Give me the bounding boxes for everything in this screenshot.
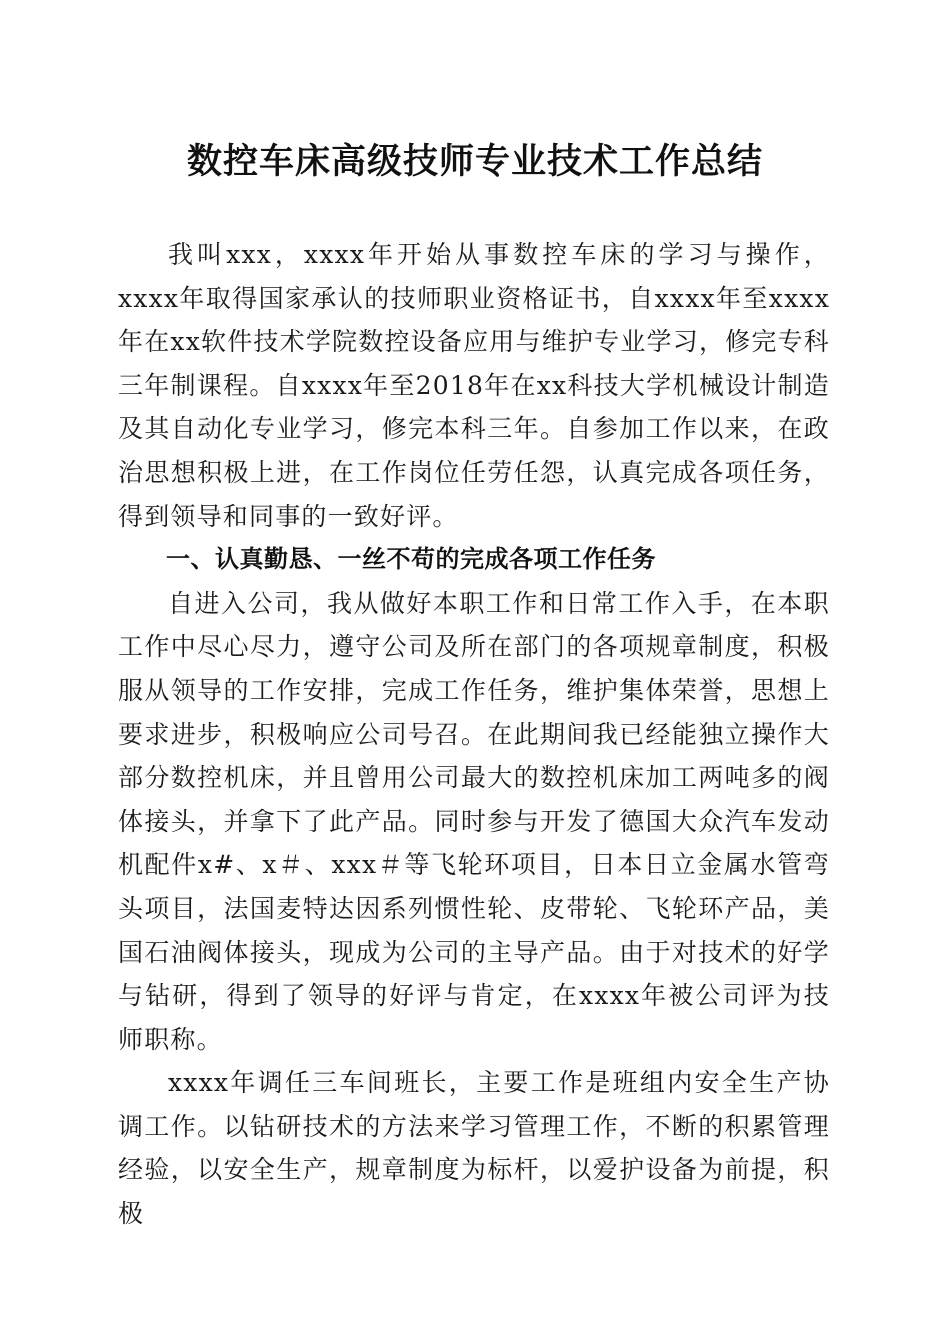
intro-paragraph: 我叫xxx，xxxx年开始从事数控车床的学习与操作，xxxx年取得国家承认的技师职业资格证书，自xxxx年至xxxx年在xx软件技术学院数控设备应用与维护专业学习，修完专科三年制课程。自xxxx年至2018年在xx科技大学机械设计制造及其自动化专业学习，修完本科三年。自参加工作以来，在政治思想积极上进，在工作岗位任劳任怨，认真完成各项任务，得到领导和同事的一致好评。 (118, 240, 830, 531)
section-paragraph: 自进入公司，我从做好本职工作和日常工作入手，在本职工作中尽心尽力，遵守公司及所在部门的各项规章制度，积极服从领导的工作安排，完成工作任务，维护集体荣誉，思想上要求进步，积极响应公司号召。在此期间我已经能独立操作大部分数控机床，并且曾用公司最大的数控机床加工两吨多的阀体接头，并拿下了此产品。同时参与开发了德国大众汽车发动机配件x#、x＃、xxx＃等飞轮环项目，日本日立金属水管弯头项目，法国麦特达因系列惯性轮、皮带轮、飞轮环产品，美国石油阀体接头，现成为公司的主导产品。由于对技术的好学与钻研，得到了领导的好评与肯定，在xxxx年被公司评为技师职称。 (118, 588, 830, 1054)
continuation-paragraph: xxxx年调任三车间班长，主要工作是班组内安全生产协调工作。以钻研技术的方法来学习管理工作，不断的积累管理经验，以安全生产，规章制度为标杆，以爱护设备为前提，积极 (118, 1068, 830, 1229)
section-heading: 一、认真勤恳、一丝不苟的完成各项工作任务 (166, 545, 656, 574)
document-title: 数控车床高级技师专业技术工作总结 (186, 141, 763, 182)
document-body (118, 233, 830, 1236)
